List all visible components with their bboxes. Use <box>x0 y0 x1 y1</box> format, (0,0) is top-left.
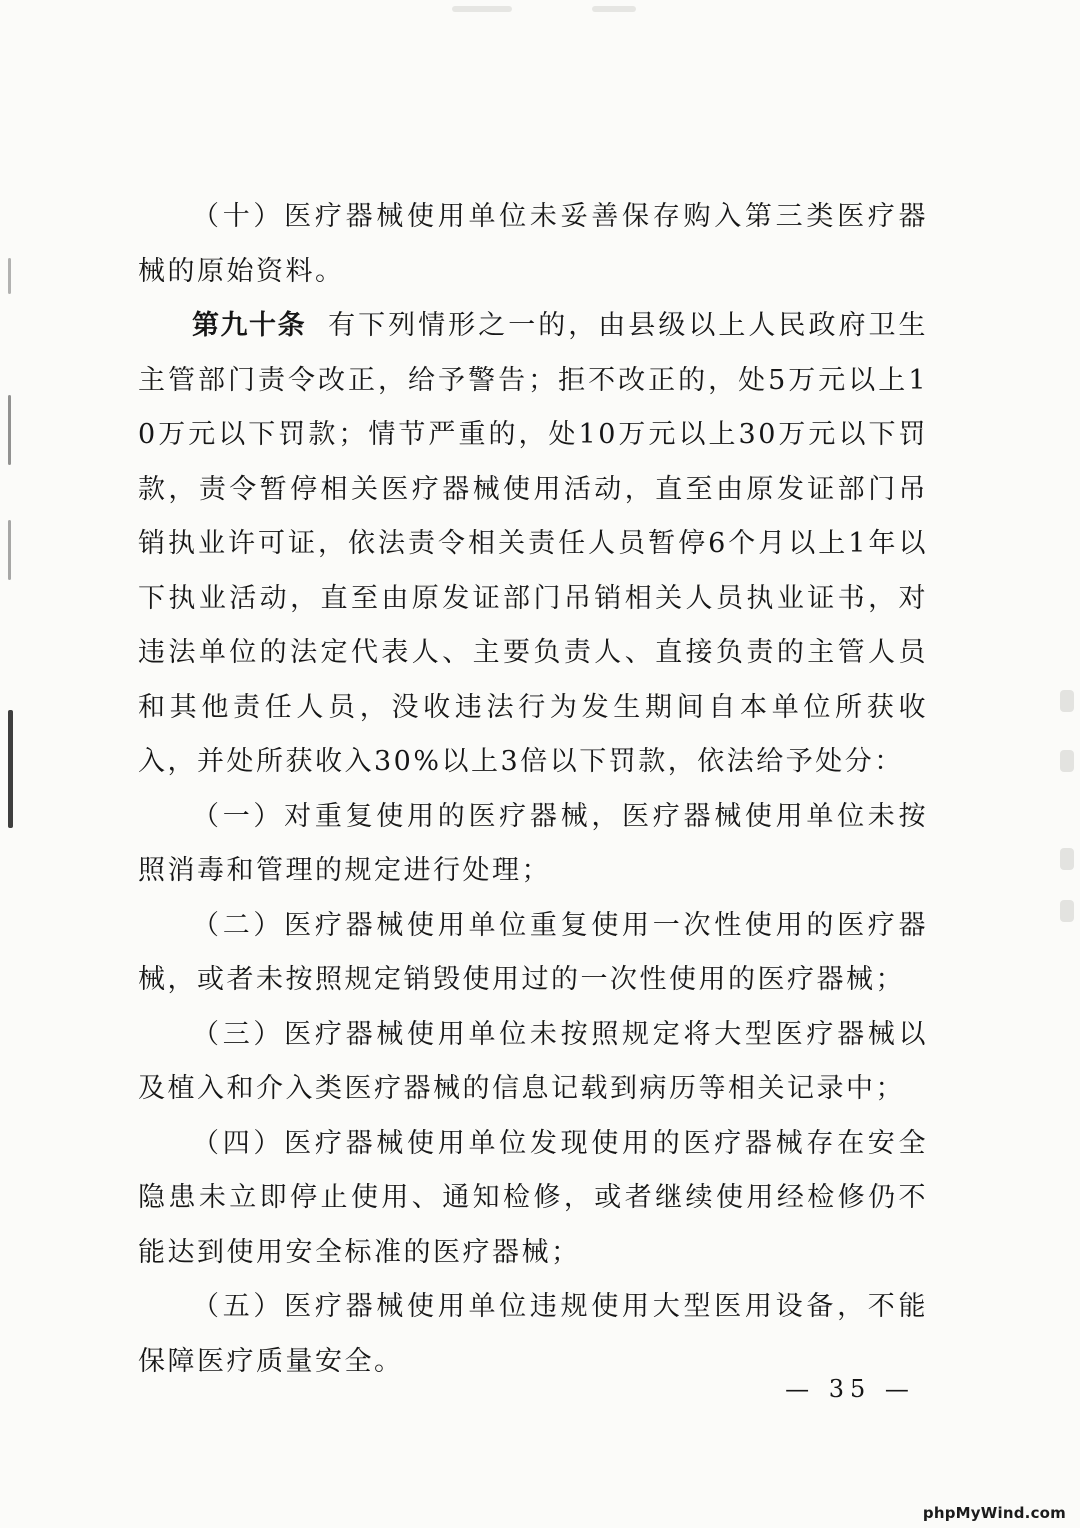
scan-edge-mark <box>8 520 11 580</box>
page-number: — 35 — <box>785 1375 915 1403</box>
paragraph-item-10 <box>138 190 928 299</box>
article-label: 第九十条 <box>192 310 307 341</box>
show-through-mark <box>1060 900 1074 922</box>
scan-smudge <box>592 6 636 12</box>
paragraph-text: （一）对重复使用的医疗器械，医疗器械使用单位未按照消毒和管理的规定进行处理； <box>138 800 928 886</box>
paragraph-text: 有下列情形之一的，由县级以上人民政府卫生主管部门责令改正，给予警告；拒不改正的，处5万元以上10万元以下罚款；情节严重的，处10万元以上30万元以下罚款，责令暂停相关医疗器械使用活动，直至由原发证部门吊销执业许可证，依法责令相关责任人员暂停6个月以上1年以下执业活动，直至由原发证部门吊销相关人员执业证书，对违法单位的法定代表人、主要负责人、直接负责的主管人员和其他责任人员，没收违法行为发生期间自本单位所获收入，并处所获收入30%以上3倍以下罚款，依法给予处分： <box>138 310 929 777</box>
paragraph-text: （十）医疗器械使用单位未妥善保存购入第三类医疗器械的原始资料。 <box>138 201 928 287</box>
scan-edge-mark <box>8 710 13 828</box>
paragraph-text: （五）医疗器械使用单位违规使用大型医用设备，不能保障医疗质量安全。 <box>138 1291 928 1377</box>
show-through-mark <box>1060 848 1074 870</box>
paragraph-text: （三）医疗器械使用单位未按照规定将大型医疗器械以及植入和介入类医疗器械的信息记载到病历等相关记录中； <box>138 1018 928 1104</box>
show-through-mark <box>1060 690 1074 712</box>
scan-smudge <box>452 6 512 12</box>
document-body <box>138 190 928 1389</box>
paragraph-item-2 <box>138 899 928 1008</box>
scan-edge-mark <box>8 258 11 294</box>
article-90 <box>138 299 928 790</box>
scan-edge-mark <box>8 395 11 465</box>
paragraph-text: （四）医疗器械使用单位发现使用的医疗器械存在安全隐患未立即停止使用、通知检修，或者继续使用经检修仍不能达到使用安全标准的医疗器械； <box>138 1127 928 1268</box>
watermark-text: phpMyWind.com <box>922 1504 1066 1522</box>
paragraph-item-4 <box>138 1117 928 1281</box>
paragraph-item-1 <box>138 790 928 899</box>
paragraph-item-3 <box>138 1008 928 1117</box>
paragraph-item-5 <box>138 1280 928 1389</box>
show-through-mark <box>1060 750 1074 772</box>
paragraph-text: （二）医疗器械使用单位重复使用一次性使用的医疗器械，或者未按照规定销毁使用过的一次性使用的医疗器械； <box>138 909 928 995</box>
